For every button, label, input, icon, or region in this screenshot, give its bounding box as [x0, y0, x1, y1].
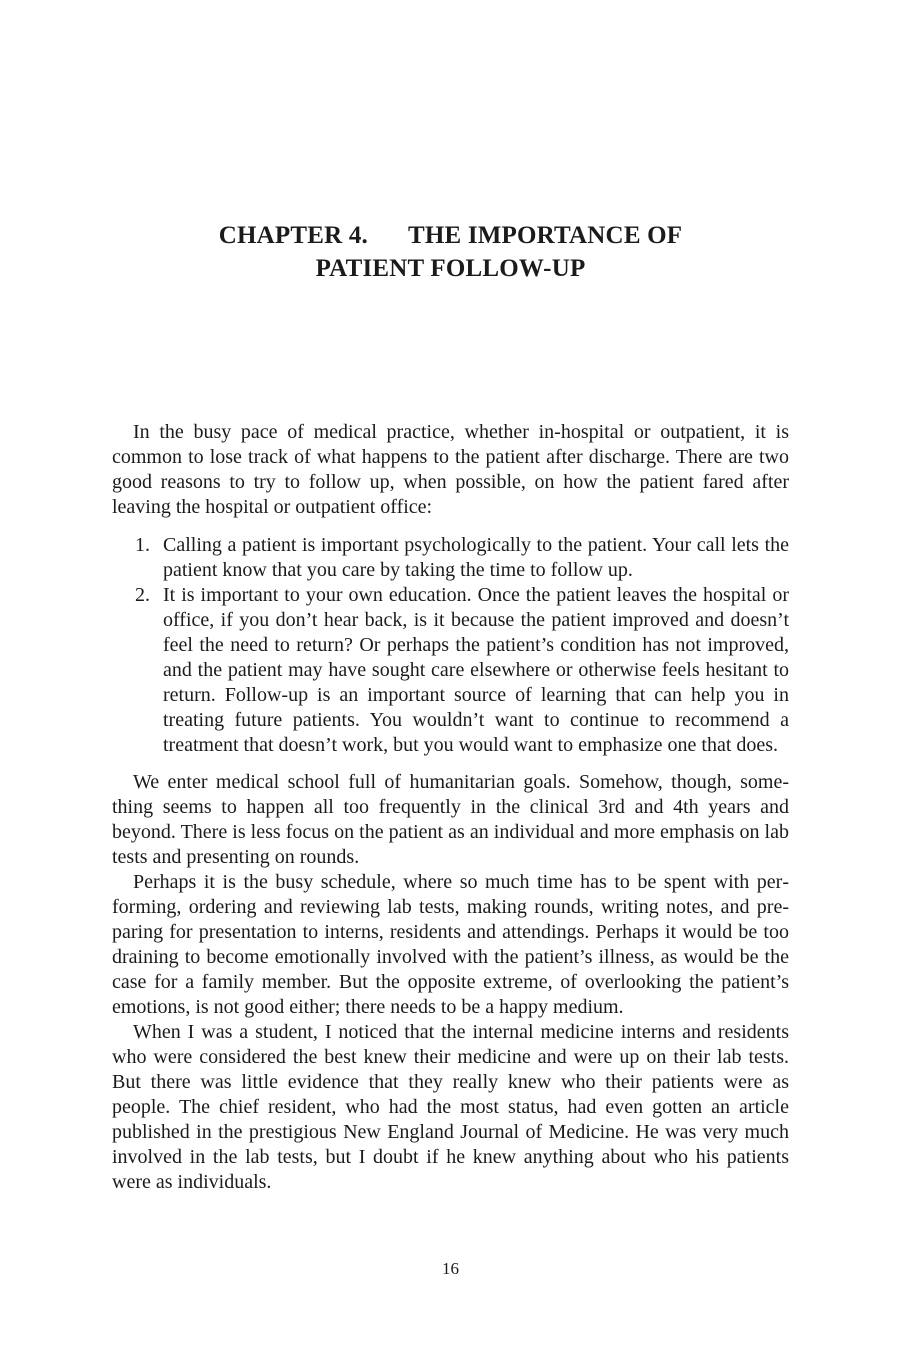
reasons-list	[112, 533, 789, 758]
paragraph-humanitarian: We enter medical school full of humanitarian goals. Somehow, though, something seems to happen all too frequently in the clinical 3rd and 4th years and beyond. There is less focus on the patient as an individual and more emphasis on lab tests and presenting on rounds.	[112, 771, 789, 868]
page-number: 16	[442, 1259, 459, 1278]
chapter-title	[0, 219, 901, 285]
chapter-title-line-1-rest: THE IMPORTANCE OF	[407, 222, 683, 249]
list-item-1	[112, 533, 789, 583]
list-item-2-number: 2.	[135, 584, 150, 606]
list-item-2-text: It is important to your own education. Once the patient leaves the hospital or office, if you don’t hear back, is it because the patient improved and doesn’t feel the need to return? Or perhaps the patient’s condition has not improved, and the patient may have sought care elsewhere or otherwise feels hesitant to return. Follow-up is an important source of learning that can help you in treating future patients. You wouldn’t want to continue to recommend a treatment that doesn’t work, but you would want to emphasize one that does.	[163, 584, 789, 756]
paragraph-busy-schedule: Perhaps it is the busy schedule, where so much time has to be spent with performing, ordering and reviewing lab tests, making rounds, writing notes, and preparing for presentation to interns, residents and attendings. Perhaps it would be too draining to become emotionally involved with the patient’s illness, as would be the case for a family member. But the opposite extreme, of overlooking the patient’s emotions, is not good either; there needs to be a happy medium.	[112, 871, 789, 1018]
chapter-title-line-1	[219, 222, 683, 249]
list-item-1-number: 1.	[135, 534, 150, 556]
chapter-label: CHAPTER 4.	[218, 222, 368, 249]
chapter-title-line-2: PATIENT FOLLOW-UP	[315, 255, 586, 282]
page-body	[112, 420, 789, 1195]
list-item-1-text: Calling a patient is important psychologically to the patient. Your call lets the patient know that you care by taking the time to follow up.	[163, 534, 789, 581]
paragraph-intro: In the busy pace of medical practice, whether in-hospital or outpatient, it is common to lose track of what happens to the patient after discharge. There are two good reasons to try to follow up, when possible, on how the patient fared after leaving the hospital or outpatient office:	[112, 421, 789, 518]
paragraph-student: When I was a student, I noticed that the internal medicine interns and residents who were considered the best knew their medicine and were up on their lab tests. But there was little evidence that they really knew who their patients were as people. The chief resident, who had the most status, had even gotten an article published in the prestigious New England Journal of Medicine. He was very much involved in the lab tests, but I doubt if he knew anything about who his patients were as individuals.	[112, 1021, 789, 1193]
list-item-2	[112, 583, 789, 758]
